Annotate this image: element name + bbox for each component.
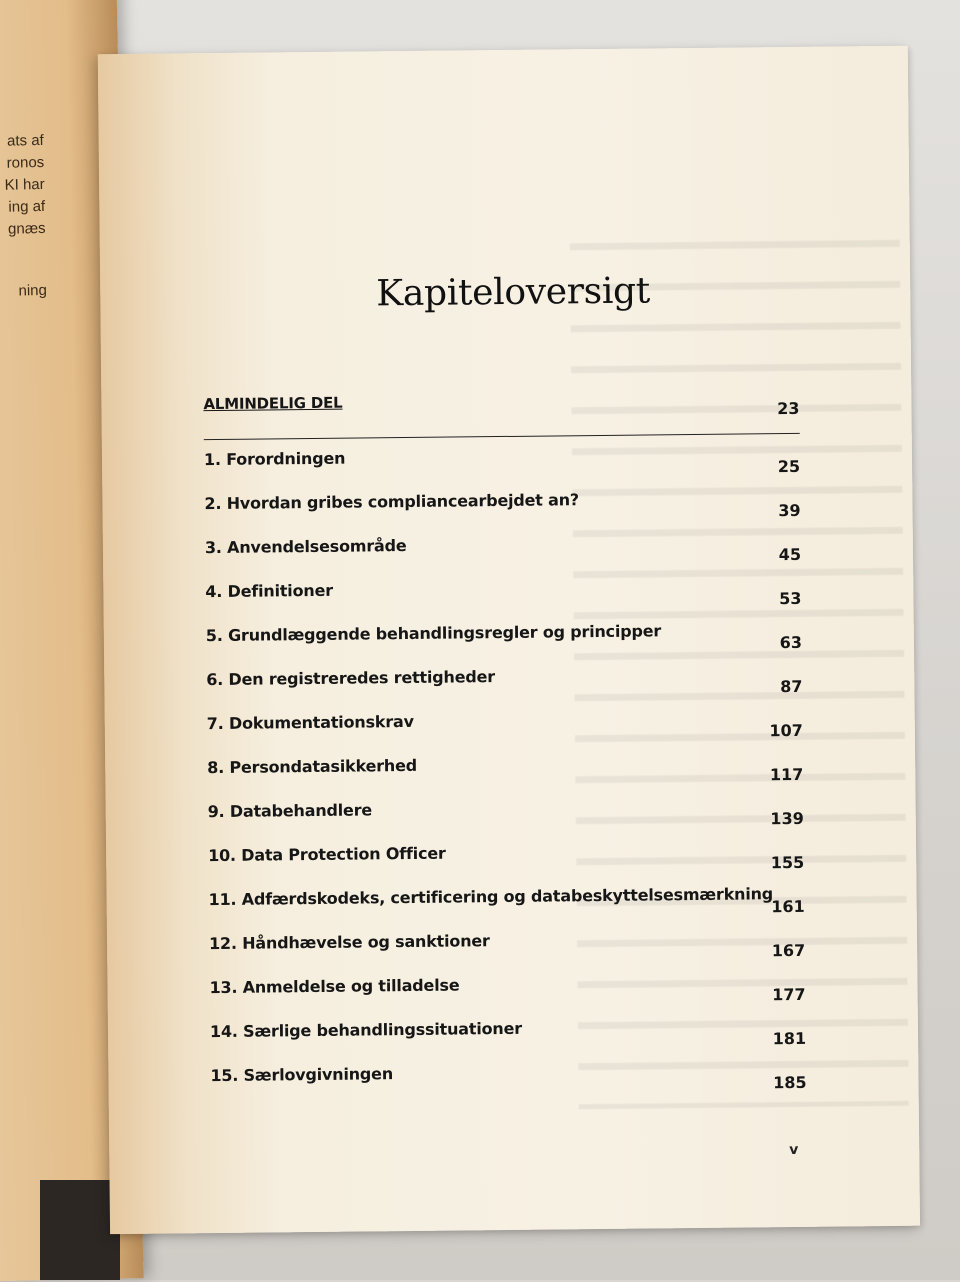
toc-entry [205, 532, 801, 582]
toc-section-row [203, 389, 799, 440]
toc-entry [207, 708, 803, 758]
chapter-page-number: 53 [779, 588, 802, 609]
toc-entry [207, 752, 803, 802]
chapter-page-number: 167 [771, 940, 806, 961]
left-text-fragment: KI har [4, 175, 45, 194]
toc-entry [209, 928, 805, 978]
chapter-page-number: 39 [778, 500, 801, 521]
chapter-page-number: 117 [769, 764, 804, 785]
book-page [98, 46, 920, 1234]
chapter-page-number: 181 [772, 1028, 807, 1049]
chapter-title: 7. Dokumentationskrav [206, 711, 414, 734]
chapter-title: 9. Databehandlere [207, 800, 373, 822]
chapter-page-number: 45 [778, 544, 802, 565]
section-page-number: 23 [777, 398, 800, 419]
chapter-page-number: 185 [773, 1072, 807, 1093]
chapter-page-number: 87 [780, 676, 803, 697]
left-page-text [0, 130, 47, 303]
toc-entry [210, 1060, 806, 1110]
chapter-title: 11. Adfærdskodeks, certificering og databeskyttelsesmærkning [208, 884, 774, 910]
chapter-title: 5. Grundlæggende behandlingsregler og principper [205, 621, 662, 646]
page-folio: v [789, 1141, 799, 1159]
toc-entry [210, 1016, 806, 1066]
chapter-title: 1. Forordningen [203, 448, 346, 470]
chapter-page-number: 139 [770, 808, 804, 829]
chapter-title: 12. Håndhævelse og sanktioner [208, 931, 490, 954]
chapter-title: 10. Data Protection Officer [208, 843, 446, 866]
toc-entry [208, 796, 804, 846]
book-spine [40, 1180, 120, 1280]
chapter-title: 13. Anmeldelse og tilladelse [209, 975, 460, 998]
chapter-title: 4. Definitioner [205, 580, 333, 602]
toc-entry [206, 664, 802, 714]
toc-entry [206, 620, 802, 670]
toc-entry [209, 972, 805, 1022]
toc-entry [205, 576, 801, 626]
chapter-page-number: 155 [770, 852, 805, 873]
toc-entry [208, 840, 804, 890]
chapter-title: 14. Særlige behandlingssituationer [209, 1018, 522, 1042]
toc-entry [208, 884, 804, 934]
chapter-title: 15. Særlovgivningen [210, 1064, 394, 1086]
table-of-contents [203, 389, 806, 1110]
chapter-page-number: 177 [772, 984, 806, 1005]
chapter-title: 6. Den registreredes rettigheder [206, 667, 496, 690]
chapter-page-number: 63 [779, 632, 803, 653]
chapter-title: 2. Hvordan gribes compliancearbejdet an? [204, 490, 580, 514]
chapter-page-number: 25 [777, 456, 801, 477]
left-text-fragment: ats af [6, 131, 44, 150]
chapter-page-number: 107 [769, 720, 803, 741]
page-title: Kapiteloversigt [376, 270, 651, 315]
left-text-fragment: ing af [8, 197, 46, 216]
chapter-title: 8. Persondatasikkerhed [207, 755, 418, 778]
left-text-fragment: ning [18, 281, 48, 300]
toc-entry [204, 444, 800, 494]
chapter-page-number: 161 [771, 896, 805, 917]
left-text-fragment: ronos [6, 153, 45, 172]
chapter-title: 3. Anvendelsesområde [204, 536, 407, 558]
left-text-fragment: gnæs [7, 219, 46, 238]
toc-entry [204, 488, 800, 538]
section-label: ALMINDELIG DEL [203, 393, 343, 414]
